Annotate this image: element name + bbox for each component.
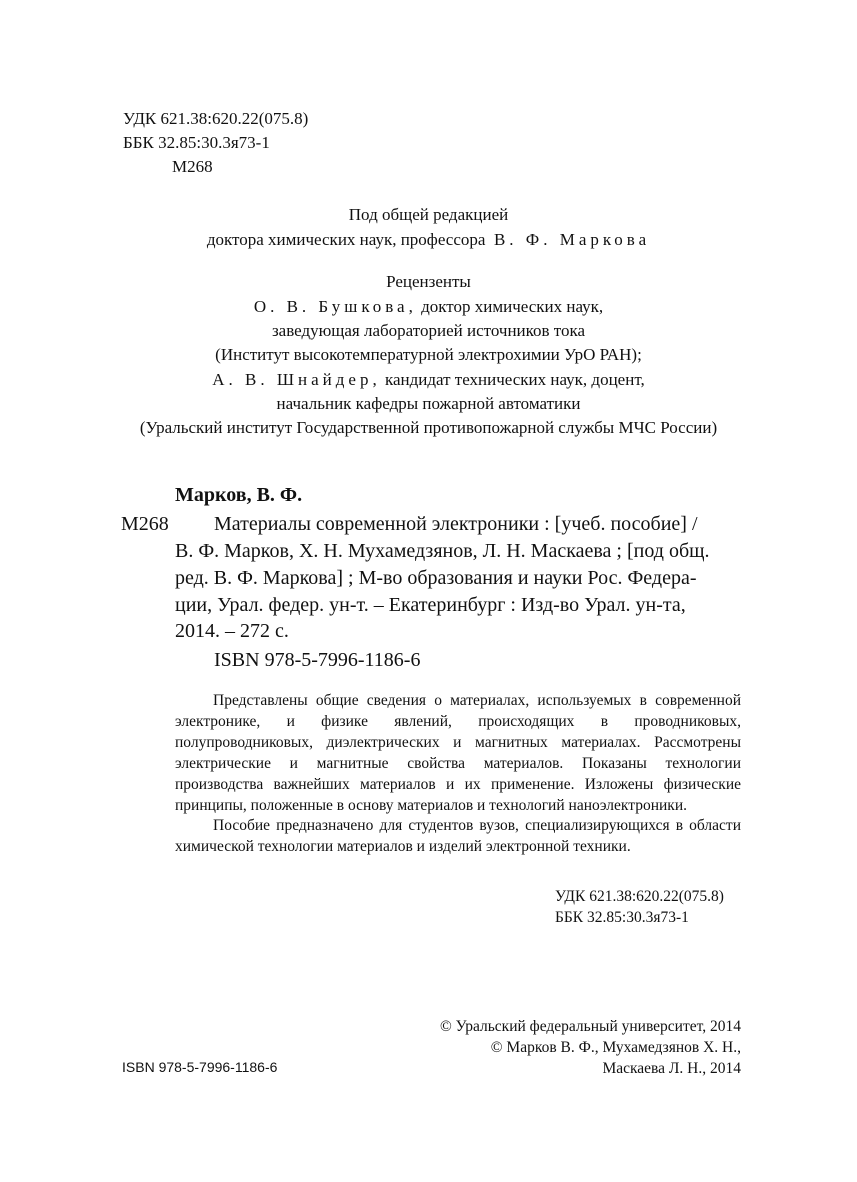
abstract-paragraph-1: Представлены общие сведения о материалах, используемых в современной электронике, и физике явлений, происходящих в проводниковых, полупроводниковых, диэлектрических и магнитных материалах. Рассмотрены электрические и магнитные свойства материалов. Показаны технологии производства важнейших материалов и их применение. Изложены физические принципы, положенные в основу материалов и технологий наноэлектроники. [175,692,741,814]
catalog-isbn: ISBN 978-5-7996-1186-6 [214,649,421,671]
reviewer2-line3: (Уральский институт Государственной противопожарной службы МЧС России) [139,418,718,437]
header-code: М268 [172,157,213,176]
catalog-line-2: В. Ф. Марков, Х. Н. Мухамедзянов, Л. Н. Маскаева ; [под общ. [175,540,710,562]
catalog-line-4: ции, Урал. федер. ун-т. – Екатеринбург : Изд-во Урал. ун-та, [175,594,686,616]
abstract-paragraph-2: Пособие предназначено для студентов вузов, специализирующихся в области химической технологии материалов и изделий электронной техники. [175,817,741,855]
editor-prefix: доктора химических наук, профессора [206,230,486,249]
reviewer1-line3: (Институт высокотемпературной электрохимии УрО РАН); [215,345,642,364]
classification-udk: УДК 621.38:620.22(075.8) [555,888,724,905]
catalog-line-3: ред. В. Ф. Маркова] ; М-во образования и науки Рос. Федера- [175,567,697,589]
copyright-line-3: Маскаева Л. Н., 2014 [602,1060,741,1077]
catalog-code: М268 [121,513,169,535]
copyright-line-1: © Уральский федеральный университет, 2014 [439,1018,741,1035]
header-bbk: ББК 32.85:30.3я73-1 [123,133,270,152]
reviewer2-line2: начальник кафедры пожарной автоматики [276,394,581,413]
footer-isbn: ISBN 978-5-7996-1186-6 [122,1059,278,1075]
reviewer2-name: А. В. Шнайдер, [212,370,381,389]
editor-name: В. Ф. Маркова [493,230,651,249]
reviewer1-line1 [0,295,857,319]
reviewer1-title: доктор химических наук, [421,297,604,316]
editor-line1: Под общей редакцией [348,205,509,224]
reviewer1-line2: заведующая лабораторией источников тока [271,321,586,340]
classification-bbk: ББК 32.85:30.3я73-1 [555,909,689,926]
reviewer2-line1 [0,368,857,392]
catalog-line-1: Материалы современной электроники : [учеб. пособие] / [214,513,698,535]
catalog-line-5: 2014. – 272 с. [175,620,289,642]
reviewer2-title: кандидат технических наук, доцент, [384,370,645,389]
editor-line2 [0,228,857,252]
header-udk: УДК 621.38:620.22(075.8) [123,109,309,128]
reviewers-heading: Рецензенты [386,272,471,291]
copyright-line-2: © Марков В. Ф., Мухамедзянов Х. Н., [490,1039,741,1056]
reviewer1-name: О. В. Бушкова, [253,297,417,316]
catalog-author: Марков, В. Ф. [175,484,303,506]
